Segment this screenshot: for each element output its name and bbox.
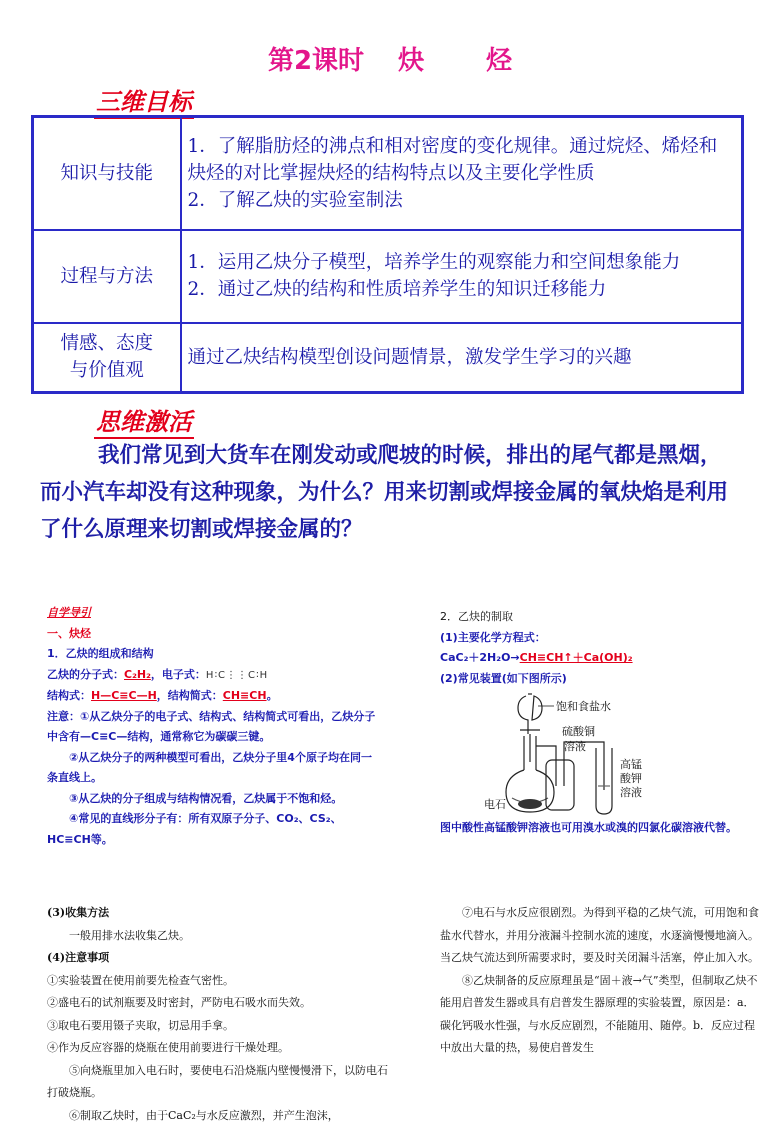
apparatus-note: 图中酸性高锰酸钾溶液也可用溴水或溴的四氯化碳溶液代替。: [440, 818, 760, 838]
doc-right-column: [440, 607, 760, 689]
title-char-2: 烃: [486, 40, 512, 77]
label-kmno4-3: 溶液: [620, 785, 642, 799]
doc-left-column: [47, 603, 377, 850]
page-title: [0, 40, 780, 77]
formula-line: 乙炔的分子式：C₂H₂，电子式：H∶C⋮⋮C∶H: [47, 665, 377, 687]
label-kmno4-1: 高锰: [620, 757, 642, 771]
table-row: [33, 230, 743, 323]
structure-line: 结构式：H—C≡C—H，结构简式：CH≡CH。: [47, 686, 377, 707]
notice-item: ⑤向烧瓶里加入电石时，要使电石沿烧瓶内壁慢慢滑下，以防电石打破烧瓶。: [47, 1060, 392, 1105]
title-char-1: 炔: [398, 40, 424, 77]
heading-goals: 三维目标: [96, 82, 192, 117]
note-text: ③从乙炔的分子组成与结构情况看，乙炔属于不饱和烃。: [47, 789, 377, 810]
intro-paragraph: 我们常见到大货车在刚发动或爬坡的时候，排出的尾气都是黑烟，而小汽车却没有这种现象，为什么？用来切割或焊接金属的氧炔焰是利用了什么原理来切割或焊接金属的？: [40, 437, 740, 548]
molecular-formula: C₂H₂: [124, 668, 151, 681]
structural-formula: H—C≡C—H: [91, 689, 157, 702]
sub-title: 2．乙炔的制取: [440, 607, 760, 628]
notice-item: ③取电石要用镊子夹取，切忌用手拿。: [47, 1015, 392, 1038]
label-brine: 饱和食盐水: [556, 699, 611, 713]
goal-line: 2．通过乙炔的结构和性质培养学生的知识迁移能力: [188, 276, 734, 303]
goal-description: [181, 230, 743, 323]
goal-line: 2．了解乙炔的实验室制法: [188, 187, 734, 214]
goal-description: [181, 323, 743, 393]
title-lesson: 第2课时: [268, 40, 364, 77]
carbide-lump: [518, 799, 542, 809]
label-carbide: 电石: [484, 797, 506, 811]
apparatus-label: (2)常见装置(如下图所示): [440, 669, 760, 690]
goals-table: [31, 115, 744, 394]
section-title: 一、炔烃: [47, 624, 377, 645]
simple-formula: CH≡CH: [223, 689, 267, 702]
paragraph-8: ⑧乙炔制备的反应原理虽是“固＋液→气”类型，但制取乙炔不能用启普发生器或具有启普发生器原理的实验装置，原因是：a．碳化钙吸水性强，与水反应剧烈，不能随用、随停。b．反应过程中放出大量的热，易使启普发生: [440, 970, 760, 1060]
bottom-left-column: [47, 902, 392, 1127]
apparatus-diagram: [484, 690, 704, 815]
note-text: 注意：①从乙炔分子的电子式、结构式、结构简式可看出，乙炔分子中含有—C≡C—结构，通常称它为碳碳三键。: [47, 707, 377, 748]
sub-title: 1．乙炔的组成和结构: [47, 644, 377, 665]
goal-category-line: 情感、态度: [40, 330, 174, 357]
goal-category-line: 与价值观: [40, 357, 174, 384]
table-row: [33, 323, 743, 393]
note-text: ④常见的直线形分子有：所有双原子分子、CO₂、CS₂、HC≡CH等。: [47, 809, 377, 850]
table-row: [33, 117, 743, 230]
paragraph-7: ⑦电石与水反应很剧烈。为得到平稳的乙炔气流，可用饱和食盐水代替水，并用分液漏斗控制水流的速度，水逐滴慢慢地滴入。当乙炔气流达到所需要求时，要及时关闭漏斗活塞，停止加入水。: [440, 902, 760, 970]
goal-description: [181, 117, 743, 230]
equation-line: CaC₂＋2H₂O→CH≡CH↑＋Ca(OH)₂: [440, 648, 760, 669]
notice-item: ⑥制取乙炔时，由于CaC₂与水反应激烈，并产生泡沫，: [47, 1105, 392, 1127]
goal-category: 过程与方法: [33, 230, 181, 323]
goal-category: 知识与技能: [33, 117, 181, 230]
heading-thinking: 思维激活: [96, 402, 192, 437]
collect-text: 一般用排水法收集乙炔。: [47, 925, 392, 948]
label-kmno4-2: 酸钾: [620, 771, 642, 785]
notice-item: ④作为反应容器的烧瓶在使用前要进行干燥处理。: [47, 1037, 392, 1060]
collect-title: (3)收集方法: [47, 902, 392, 925]
note-text: ②从乙炔分子的两种模型可看出，乙炔分子里4个原子均在同一条直线上。: [47, 748, 377, 789]
notice-title: (4)注意事项: [47, 947, 392, 970]
label-cuso4-1: 硫酸铜: [562, 724, 595, 738]
goal-category: [33, 323, 181, 393]
goal-line: 1．了解脂肪烃的沸点和相对密度的变化规律。通过烷烃、烯烃和炔烃的对比掌握炔烃的结构特点以及主要化学性质: [188, 133, 734, 187]
electron-formula: H∶C⋮⋮C∶H: [206, 670, 268, 681]
bottom-right-column: [440, 902, 760, 1060]
equation-product: CH≡CH↑＋Ca(OH)₂: [520, 651, 633, 664]
notice-item: ①实验装置在使用前要先检查气密性。: [47, 970, 392, 993]
goal-line: 通过乙炔结构模型创设问题情景，激发学生学习的兴趣: [188, 344, 734, 371]
funnel-shape: [518, 696, 542, 734]
notice-item: ②盛电石的试剂瓶要及时密封，严防电石吸水而失效。: [47, 992, 392, 1015]
guide-label: 自学导引: [47, 606, 91, 619]
label-cuso4-2: 溶液: [564, 739, 586, 753]
equation-label: (1)主要化学方程式：: [440, 628, 760, 649]
goal-line: 1．运用乙炔分子模型，培养学生的观察能力和空间想象能力: [188, 249, 734, 276]
